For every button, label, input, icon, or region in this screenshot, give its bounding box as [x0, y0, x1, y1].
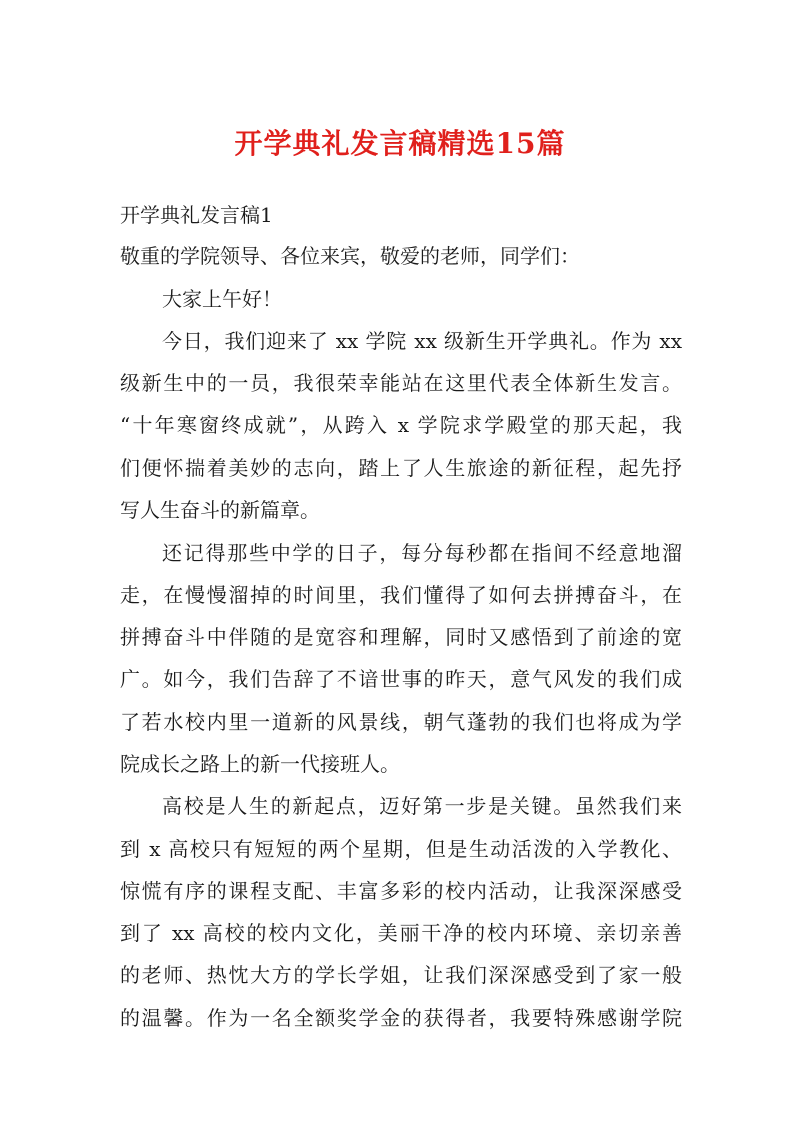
- body-line: 们便怀揣着美妙的志向，踏上了人生旅途的新征程，起先抒: [120, 456, 682, 480]
- greeting-line: 大家上午好！: [162, 287, 282, 311]
- body-line: 到 x 高校只有短短的两个星期，但是生动活泼的入学教化、: [120, 837, 682, 861]
- salutation-line: 敬重的学院领导、各位来宾，敬爱的老师，同学们：: [120, 244, 580, 268]
- body-line: 到了 xx 高校的校内文化，美丽干净的校内环境、亲切亲善: [120, 921, 682, 945]
- body-line: 广。如今，我们告辞了不谙世事的昨天，意气风发的我们成: [120, 667, 682, 691]
- body-line: 拼搏奋斗中伴随的是宽容和理解，同时又感悟到了前途的宽: [120, 625, 682, 649]
- body-line: 了若水校内里一道新的风景线，朝气蓬勃的我们也将成为学: [120, 710, 682, 734]
- body-line: “十年寒窗终成就”，从跨入 x 学院求学殿堂的那天起，我: [120, 413, 682, 437]
- body-line: 高校是人生的新起点，迈好第一步是关键。虽然我们来: [162, 794, 682, 818]
- document-title: 开学典礼发言稿精选15篇: [234, 127, 566, 160]
- body-line: 的温馨。作为一名全额奖学金的获得者，我要特殊感谢学院: [120, 1006, 682, 1030]
- body-line: 今日，我们迎来了 xx 学院 xx 级新生开学典礼。作为 xx: [162, 329, 682, 353]
- body-line: 惊慌有序的课程支配、丰富多彩的校内活动，让我深深感受: [120, 879, 682, 903]
- body-line: 还记得那些中学的日子，每分每秒都在指间不经意地溜: [162, 541, 682, 565]
- body-line: 的老师、热忱大方的学长学姐，让我们深深感受到了家一般: [120, 963, 682, 987]
- section-heading: 开学典礼发言稿1: [120, 203, 273, 227]
- body-line: 级新生中的一员，我很荣幸能站在这里代表全体新生发言。: [120, 371, 682, 395]
- body-line: 院成长之路上的新一代接班人。: [120, 752, 400, 776]
- body-line: 写人生奋斗的新篇章。: [120, 498, 320, 522]
- body-line: 走，在慢慢溜掉的时间里，我们懂得了如何去拼搏奋斗，在: [120, 583, 682, 607]
